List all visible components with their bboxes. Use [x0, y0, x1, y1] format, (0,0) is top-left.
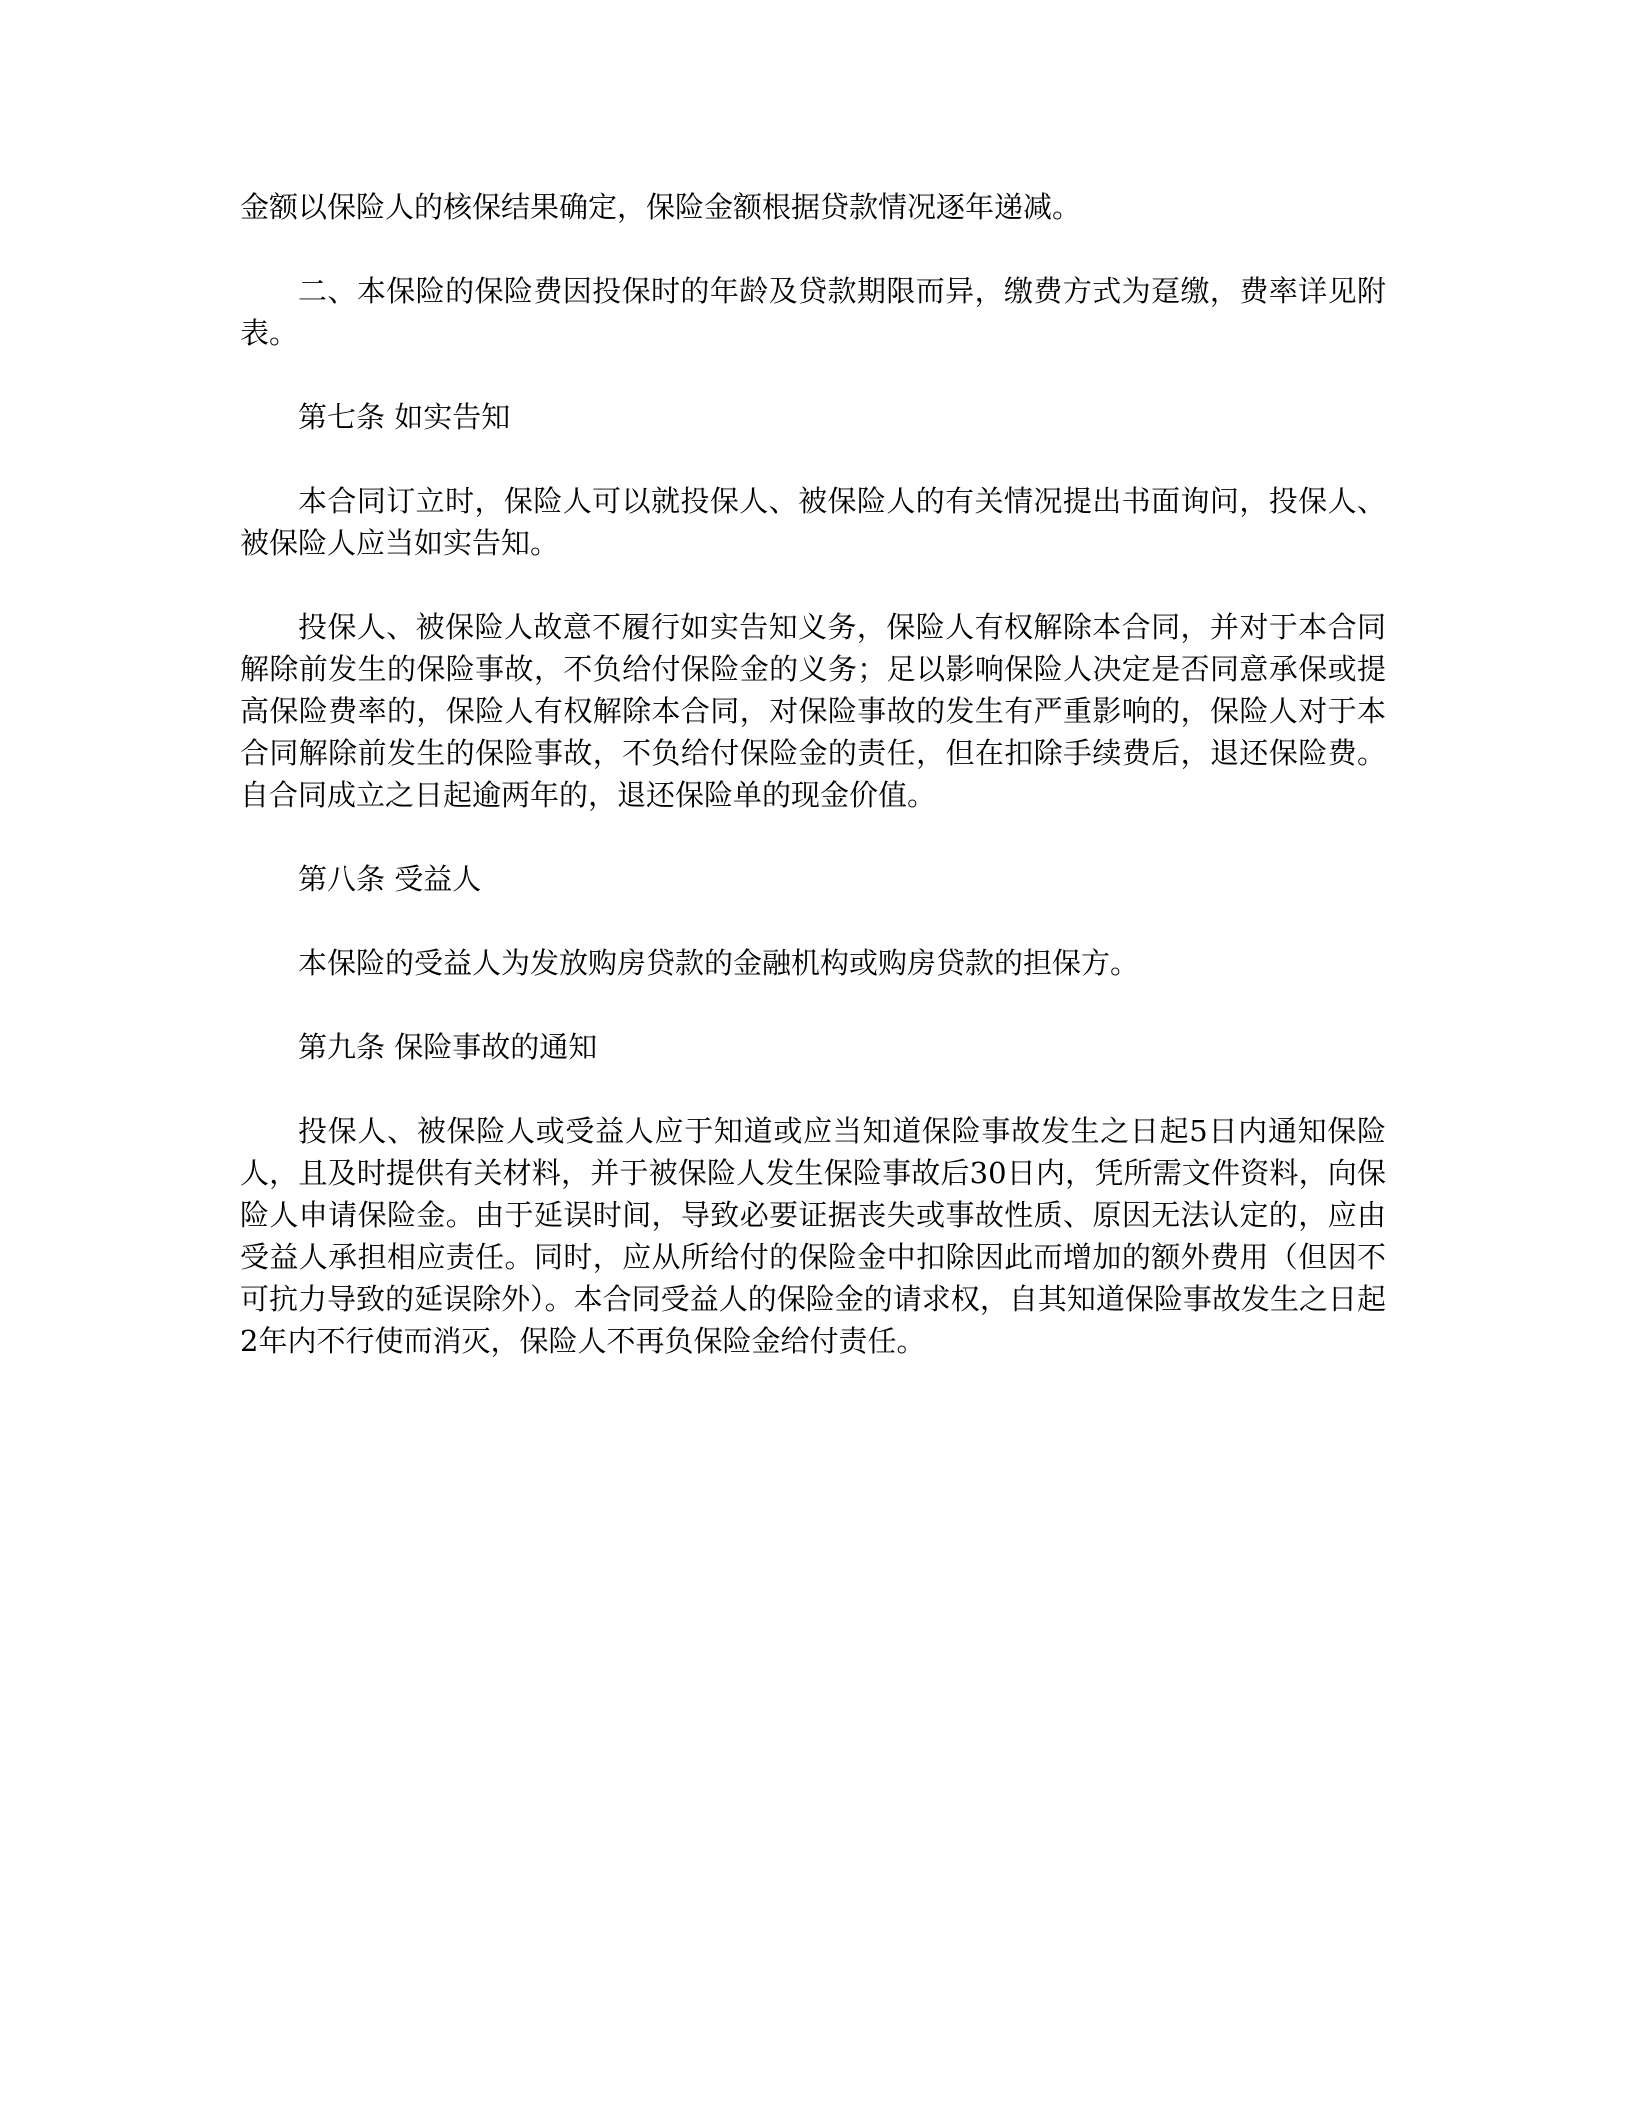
paragraph-disclosure-breach: 投保人、被保险人故意不履行如实告知义务，保险人有权解除本合同，并对于本合同解除前发生的保险事故，不负给付保险金的义务；足以影响保险人决定是否同意承保或提高保险费率的，保险人有权解除本合同，对保险事故的发生有严重影响的，保险人对于本合同解除前发生的保险事故，不负给付保险金的责任，但在扣除手续费后，退还保险费。自合同成立之日起逾两年的，退还保险单的现金价值。	[240, 610, 1386, 812]
paragraph-inquiry: 本合同订立时，保险人可以就投保人、被保险人的有关情况提出书面询问，投保人、被保险人应当如实告知。	[240, 484, 1386, 560]
paragraph-premium: 二、本保险的保险费因投保时的年龄及贷款期限而异，缴费方式为趸缴，费率详见附表。	[240, 274, 1386, 350]
paragraph-continuation: 金额以保险人的核保结果确定，保险金额根据贷款情况逐年递减。	[240, 190, 1082, 224]
paragraph-beneficiary: 本保险的受益人为发放购房贷款的金融机构或购房贷款的担保方。	[298, 946, 1140, 980]
document-body	[240, 186, 1386, 1404]
paragraph-notification: 投保人、被保险人或受益人应于知道或应当知道保险事故发生之日起5日内通知保险人，且及时提供有关材料，并于被保险人发生保险事故后30日内，凭所需文件资料，向保险人申请保险金。由于延误时间，导致必要证据丧失或事故性质、原因无法认定的，应由受益人承担相应责任。同时，应从所给付的保险金中扣除因此而增加的额外费用（但因不可抗力导致的延误除外）。本合同受益人的保险金的请求权，自其知道保险事故发生之日起2年内不行使而消灭，保险人不再负保险金给付责任。	[240, 1114, 1386, 1358]
article-8-heading: 第八条 受益人	[298, 862, 482, 896]
article-9-heading: 第九条 保险事故的通知	[298, 1030, 598, 1064]
article-7-heading: 第七条 如实告知	[298, 400, 511, 434]
